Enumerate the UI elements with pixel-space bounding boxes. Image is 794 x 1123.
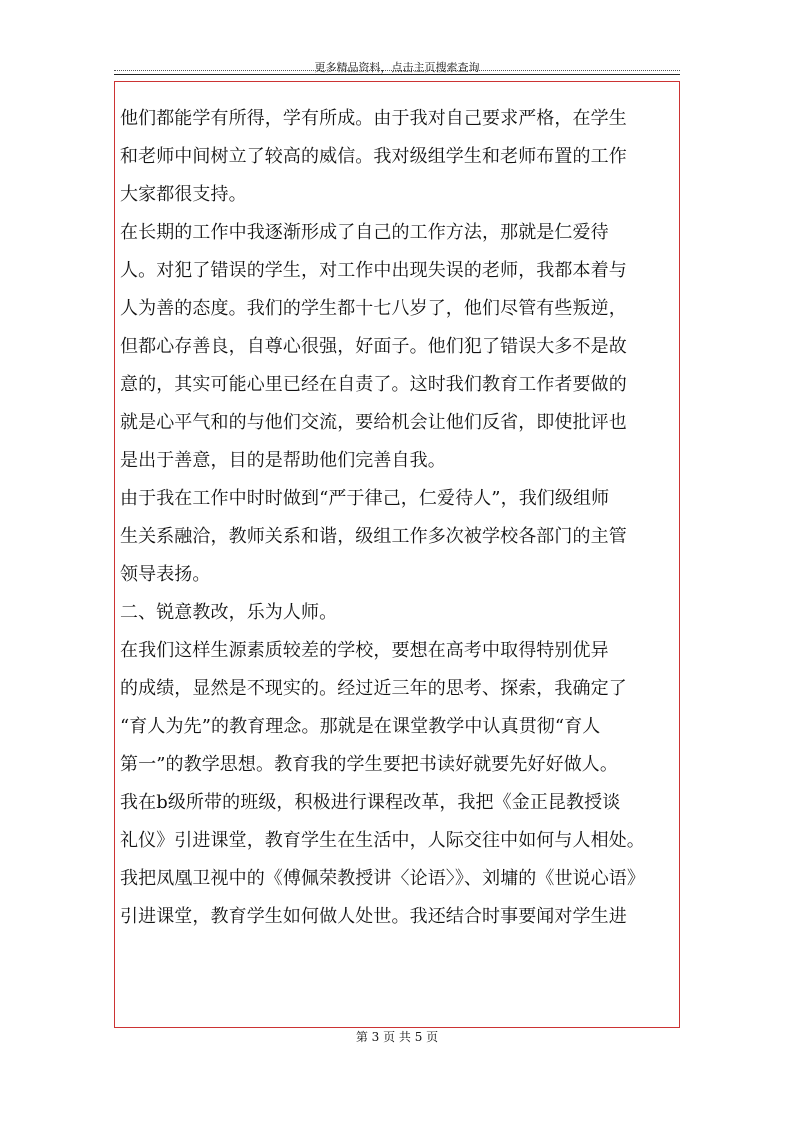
text-line: 和老师中间树立了较高的威信。我对级组学生和老师布置的工作: [120, 146, 627, 167]
text-line: 生关系融洽，教师关系和谐，级组工作多次被学校各部门的主管: [120, 526, 627, 547]
text-line: 但都心存善良，自尊心很强，好面子。他们犯了错误大多不是故: [120, 336, 627, 357]
text-line: 我在b级所带的班级，积极进行课程改革，我把《金正昆教授谈: [120, 792, 621, 813]
text-line: 在我们这样生源素质较差的学校，要想在高考中取得特别优异: [120, 640, 609, 661]
text-line: 的成绩，显然是不现实的。经过近三年的思考、探索，我确定了: [120, 678, 627, 699]
text-line: “育人为先”的教育理念。那就是在课堂教学中认真贯彻“育人: [120, 716, 601, 737]
text-line: 由于我在工作中时时做到“严于律己，仁爱待人”，我们级组师: [120, 488, 610, 509]
text-line: 是出于善意，目的是帮助他们完善自我。: [120, 450, 446, 471]
text-line: 礼仪》引进课堂，教育学生在生活中，人际交往中如何与人相处。: [120, 830, 645, 851]
text-line: 我把凤凰卫视中的《傅佩荣教授讲〈论语〉》、刘墉的《世说心语》: [120, 868, 645, 889]
page-number-footer: 第 3 页 共 5 页: [355, 1030, 439, 1044]
text-line: 意的，其实可能心里已经在自责了。这时我们教育工作者要做的: [120, 374, 627, 395]
text-line: 人。对犯了错误的学生，对工作中出现失误的老师，我都本着与: [120, 260, 627, 281]
page-header: [114, 62, 680, 80]
text-line: 在长期的工作中我逐渐形成了自己的工作方法，那就是仁爱待: [120, 222, 609, 243]
header-rule: [114, 74, 680, 75]
text-line: 就是心平气和的与他们交流，要给机会让他们反省，即使批评也: [120, 412, 627, 433]
text-line: 引进课堂，教育学生如何做人处世。我还结合时事要闻对学生进: [120, 906, 627, 927]
document-body: [120, 100, 676, 936]
text-line: 二、锐意教改，乐为人师。: [120, 602, 338, 623]
content-frame: [114, 81, 680, 1028]
text-line: 第一”的教学思想。教育我的学生要把书读好就要先好好做人。: [120, 754, 618, 775]
text-line: 他们都能学有所得，学有所成。由于我对自己要求严格，在学生: [120, 108, 627, 129]
text-line: 人为善的态度。我们的学生都十七八岁了，他们尽管有些叛逆，: [120, 298, 627, 319]
header-text: 更多精品资料，点击主页搜索查询: [314, 61, 480, 74]
text-line: 大家都很支持。: [120, 184, 247, 205]
text-line: 领导表扬。: [120, 564, 211, 585]
